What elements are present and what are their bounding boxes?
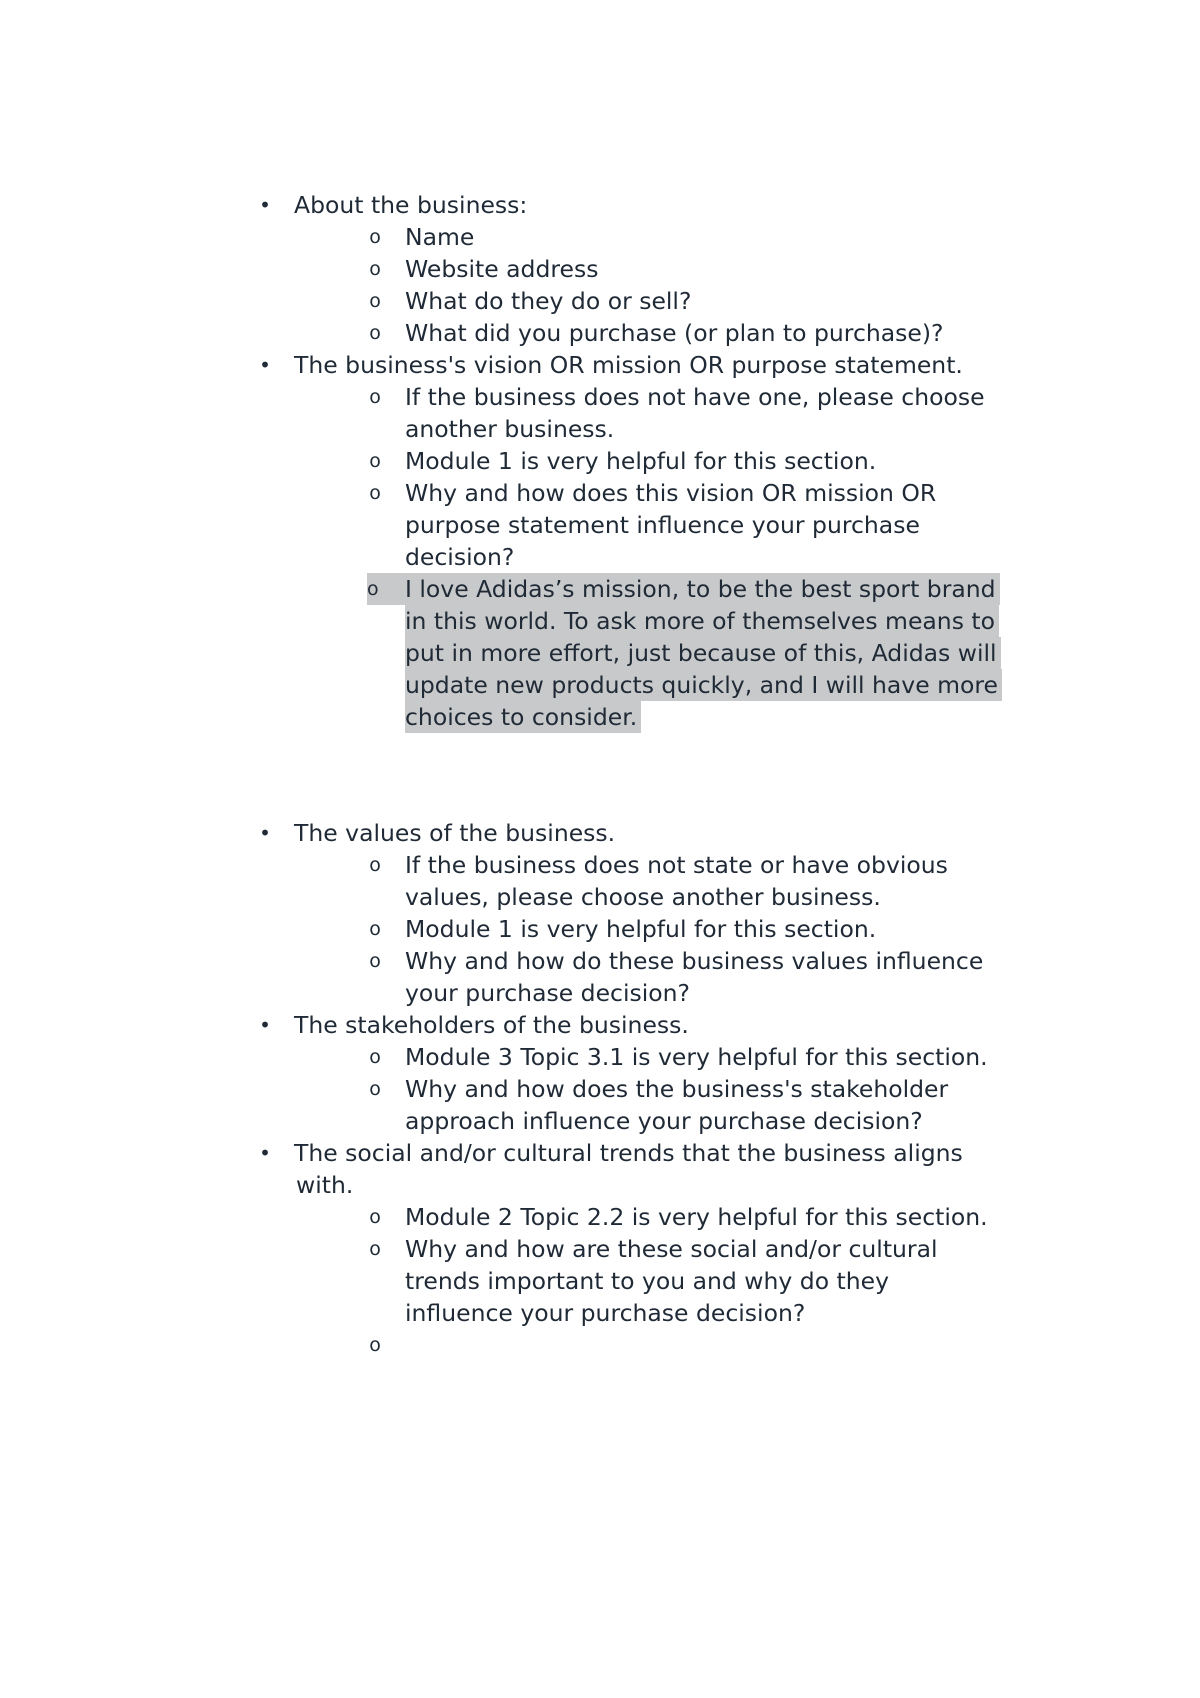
sub-bullet: o — [369, 482, 381, 504]
bullet: • — [259, 1013, 271, 1037]
answer-item — [0, 573, 1200, 605]
item-text: Module 2 Topic 2.2 is very helpful for this section. — [405, 1203, 988, 1231]
item-text: purpose statement influence your purchase — [405, 511, 920, 539]
sub-bullet: o — [369, 386, 381, 408]
answer-text: choices to consider. — [405, 701, 641, 733]
list-item-continuation — [0, 1169, 1200, 1201]
list-item — [0, 1009, 1200, 1041]
bullet: • — [259, 821, 271, 845]
item-text: Why and how does this vision OR mission OR — [405, 479, 937, 507]
sub-list-item-continuation — [0, 881, 1200, 913]
sub-bullet: o — [367, 573, 405, 605]
sub-bullet: o — [369, 450, 381, 472]
list-item — [0, 189, 1200, 221]
item-text: values, please choose another business. — [405, 883, 881, 911]
sub-list-item — [0, 221, 1200, 253]
answer-continuation — [0, 605, 1200, 637]
sub-list-item — [0, 381, 1200, 413]
item-text: Why and how do these business values influence — [405, 947, 984, 975]
item-text: another business. — [405, 415, 615, 443]
sub-list-item — [0, 1073, 1200, 1105]
list-item — [0, 817, 1200, 849]
answer-text: update new products quickly, and I will have more — [405, 669, 1002, 701]
item-text: If the business does not have one, please choose — [405, 383, 985, 411]
answer-continuation — [0, 669, 1200, 701]
section-stakeholders — [0, 1009, 1200, 1137]
sub-list-item — [0, 445, 1200, 477]
item-text: Why and how are these social and/or cultural — [405, 1235, 938, 1263]
item-text: influence your purchase decision? — [405, 1299, 806, 1327]
sub-bullet: o — [369, 226, 381, 248]
sub-list-item-continuation — [0, 413, 1200, 445]
sub-list-item-continuation — [0, 509, 1200, 541]
sub-bullet: o — [369, 322, 381, 344]
sub-list-item-continuation — [0, 977, 1200, 1009]
item-text: approach influence your purchase decision? — [405, 1107, 923, 1135]
sub-bullet: o — [369, 258, 381, 280]
sub-list-item — [0, 849, 1200, 881]
item-text: Website address — [405, 255, 599, 283]
list-item — [0, 1137, 1200, 1169]
bullet: • — [259, 353, 271, 377]
sub-bullet: o — [369, 950, 381, 972]
item-text: your purchase decision? — [405, 979, 690, 1007]
item-text: Module 3 Topic 3.1 is very helpful for this section. — [405, 1043, 988, 1071]
section-heading: The social and/or cultural trends that the business aligns — [294, 1139, 963, 1167]
item-text: If the business does not state or have obvious — [405, 851, 948, 879]
list-item — [0, 349, 1200, 381]
item-text: Module 1 is very helpful for this section. — [405, 915, 877, 943]
sub-list-item — [0, 945, 1200, 977]
sub-list-item-continuation — [0, 541, 1200, 573]
bullet: • — [259, 193, 271, 217]
section-heading: About the business: — [294, 191, 528, 219]
answer-text: I love Adidas’s mission, to be the best sport brand — [405, 573, 1000, 605]
sub-list-item — [0, 477, 1200, 509]
sub-list-item — [0, 1041, 1200, 1073]
sub-list-item — [0, 285, 1200, 317]
sub-list-item-empty — [0, 1329, 1200, 1361]
section-values — [0, 817, 1200, 1009]
answer-text: in this world. To ask more of themselves means to — [405, 605, 999, 637]
section-heading: with. — [296, 1171, 354, 1199]
section-heading: The stakeholders of the business. — [294, 1011, 689, 1039]
sub-list-item — [0, 317, 1200, 349]
section-heading: The values of the business. — [294, 819, 616, 847]
bullet: • — [259, 1141, 271, 1165]
sub-list-item — [0, 1201, 1200, 1233]
item-text: trends important to you and why do they — [405, 1267, 890, 1295]
sub-bullet: o — [369, 918, 381, 940]
sub-bullet: o — [369, 1334, 381, 1356]
section-social-cultural-trends — [0, 1137, 1200, 1361]
section-vision-mission — [0, 349, 1200, 733]
sub-list-item — [0, 1233, 1200, 1265]
sub-list-item — [0, 253, 1200, 285]
sub-bullet: o — [369, 1238, 381, 1260]
sub-list-item — [0, 913, 1200, 945]
sub-bullet: o — [369, 290, 381, 312]
answer-continuation — [0, 701, 1200, 733]
item-text: Module 1 is very helpful for this section. — [405, 447, 877, 475]
sub-list-item-continuation — [0, 1265, 1200, 1297]
item-text: Name — [405, 223, 475, 251]
section-about-business — [0, 189, 1200, 349]
sub-bullet: o — [369, 1078, 381, 1100]
sub-list-item-continuation — [0, 1297, 1200, 1329]
item-text: decision? — [405, 543, 515, 571]
item-text: What did you purchase (or plan to purchase)? — [405, 319, 944, 347]
item-text: Why and how does the business's stakeholder — [405, 1075, 949, 1103]
item-text: What do they do or sell? — [405, 287, 692, 315]
section-heading: The business's vision OR mission OR purpose statement. — [294, 351, 963, 379]
sub-bullet: o — [369, 1046, 381, 1068]
sub-list-item-continuation — [0, 1105, 1200, 1137]
answer-continuation — [0, 637, 1200, 669]
sub-bullet: o — [369, 854, 381, 876]
answer-text: put in more effort, just because of this, Adidas will — [405, 637, 1001, 669]
sub-bullet: o — [369, 1206, 381, 1228]
